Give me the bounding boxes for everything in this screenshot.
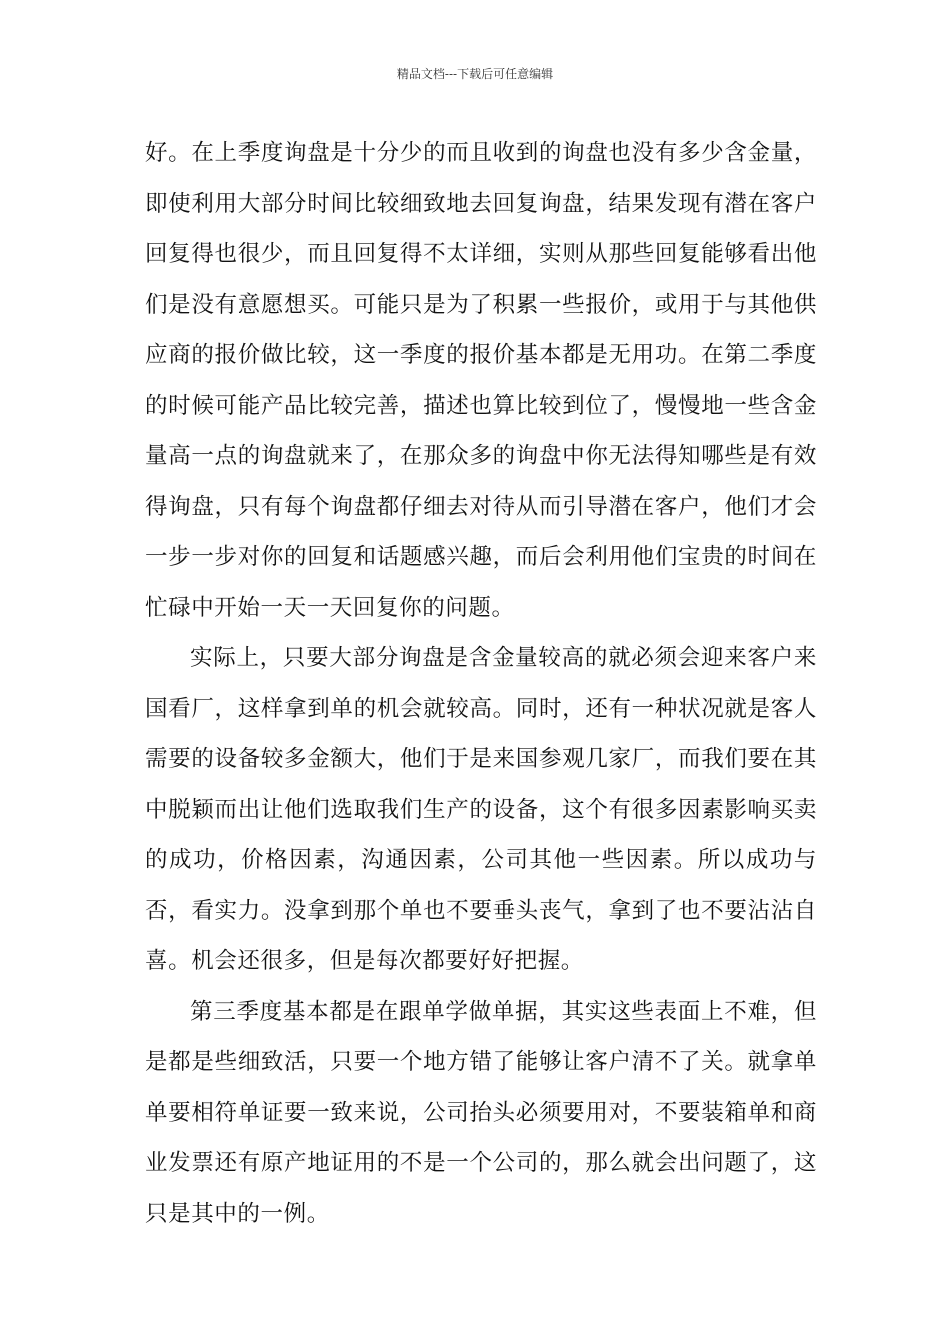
- paragraph-1: 好。在上季度询盘是十分少的而且收到的询盘也没有多少含金量，即使利用大部分时间比较细致地去回复询盘，结果发现有潜在客户回复得也很少，而且回复得不太详细，实则从那些回复能够看出他们是没有意愿想买。可能只是为了积累一些报价，或用于与其他供应商的报价做比较，这一季度的报价基本都是无用功。在第二季度的时候可能产品比较完善，描述也算比较到位了，慢慢地一些含金量高一点的询盘就来了，在那众多的询盘中你无法得知哪些是有效得询盘，只有每个询盘都仔细去对待从而引导潜在客户，他们才会一步一步对你的回复和话题感兴趣，而后会利用他们宝贵的时间在忙碌中开始一天一天回复你的问题。: [145, 140, 817, 621]
- paragraph-3: 第三季度基本都是在跟单学做单据，其实这些表面上不难，但是都是些细致活，只要一个地方错了能够让客户清不了关。就拿单单要相符单证要一致来说，公司抬头必须要用对，不要装箱单和商业发票还有原产地证用的不是一个公司的，那么就会出问题了，这只是其中的一例。: [145, 998, 817, 1227]
- paragraph-2: 实际上，只要大部分询盘是含金量较高的就必须会迎来客户来国看厂，这样拿到单的机会就较高。同时，还有一种状况就是客人需要的设备较多金额大，他们于是来国参观几家厂，而我们要在其中脱颖而出让他们选取我们生产的设备，这个有很多因素影响买卖的成功，价格因素，沟通因素，公司其他一些因素。所以成功与否，看实力。没拿到那个单也不要垂头丧气，拿到了也不要沾沾自喜。机会还很多，但是每次都要好好把握。: [145, 645, 817, 974]
- document-body: [145, 128, 817, 1239]
- page-header: 精品文档---下载后可任意编辑: [396, 67, 554, 81]
